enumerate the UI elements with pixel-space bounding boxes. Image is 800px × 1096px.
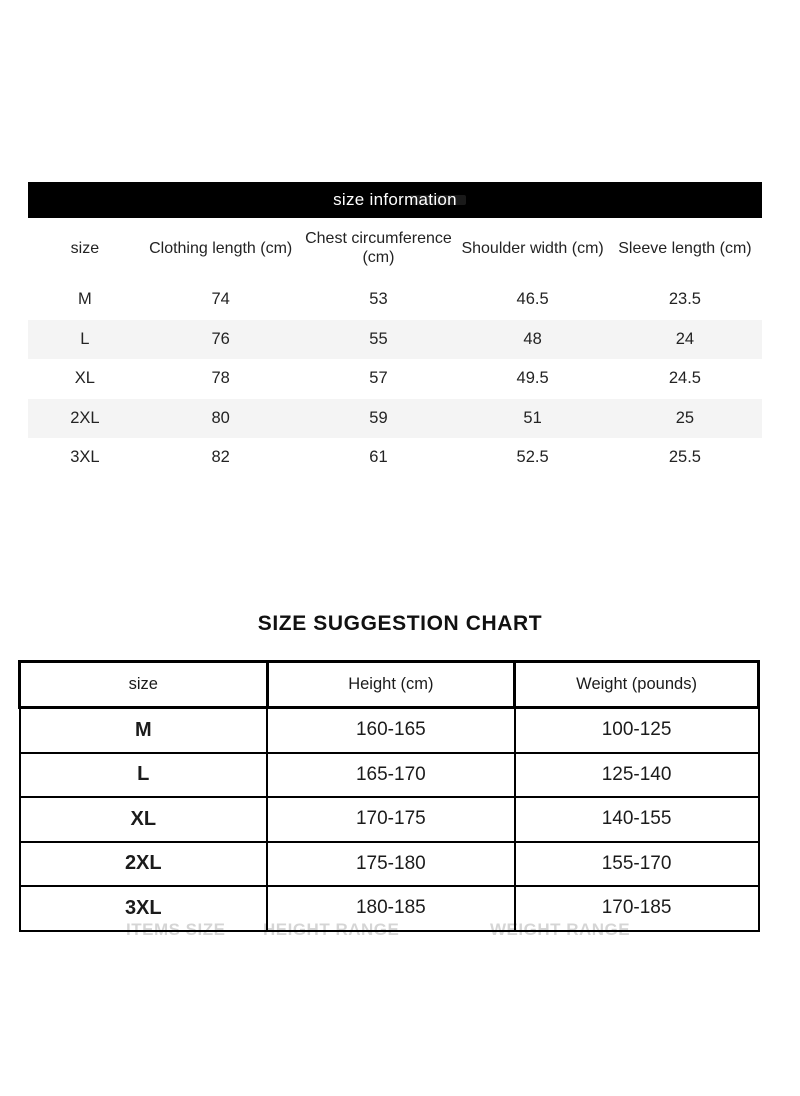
cell-clothing-length: 80 xyxy=(142,399,300,439)
table-header-row xyxy=(20,662,759,708)
cell-size: 2XL xyxy=(20,842,268,887)
column-header-sleeve-length: Sleeve length (cm) xyxy=(618,239,752,257)
cell-sleeve: 24 xyxy=(608,320,762,360)
table-row xyxy=(20,797,759,842)
cell-size: L xyxy=(28,320,142,360)
header-artifact-mark xyxy=(410,195,466,205)
cell-height: 170-175 xyxy=(267,797,515,842)
cell-size: 3XL xyxy=(20,886,268,931)
cell-size: M xyxy=(20,708,268,753)
column-header-shoulder-width: Shoulder width (cm) xyxy=(461,239,604,257)
size-information-header xyxy=(28,182,762,218)
cell-chest: 59 xyxy=(300,399,458,439)
cut-off-footer-text xyxy=(18,920,760,942)
column-header-size: size xyxy=(70,239,100,257)
cell-sleeve: 25.5 xyxy=(668,448,701,467)
cell-shoulder: 46.5 xyxy=(516,290,549,309)
column-header-weight: Weight (pounds) xyxy=(515,662,759,708)
table-header-row xyxy=(28,218,762,280)
cell-sleeve: 24.5 xyxy=(668,369,701,388)
size-suggestion-chart-title: SIZE SUGGESTION CHART xyxy=(257,612,543,635)
cell-size: 3XL xyxy=(70,448,100,467)
table-row xyxy=(28,359,762,399)
cell-size: 2XL xyxy=(28,399,142,439)
column-header-height: Height (cm) xyxy=(267,662,515,708)
cell-size: M xyxy=(78,290,92,309)
cell-sleeve: 23.5 xyxy=(668,290,701,309)
table-row xyxy=(20,708,759,753)
table-row xyxy=(20,842,759,887)
cell-chest: 55 xyxy=(300,320,458,360)
cell-clothing-length: 76 xyxy=(142,320,300,360)
cell-size: XL xyxy=(74,369,95,388)
size-suggestion-chart-section xyxy=(18,660,760,932)
size-information-section xyxy=(28,182,762,478)
column-header-chest-circumference: Chest circumference (cm) xyxy=(305,230,452,266)
cell-size: XL xyxy=(20,797,268,842)
cell-chest: 61 xyxy=(369,448,388,467)
cut-off-footer-item-size: ITEMS SIZE xyxy=(126,920,226,939)
cell-sleeve: 25 xyxy=(608,399,762,439)
cell-clothing-length: 74 xyxy=(211,290,230,309)
table-row xyxy=(28,399,762,439)
cell-weight: 100-125 xyxy=(515,708,759,753)
column-header-clothing-length: Clothing length (cm) xyxy=(149,239,293,257)
table-row xyxy=(28,320,762,360)
cell-weight: 155-170 xyxy=(515,842,759,887)
cell-shoulder: 48 xyxy=(457,320,607,360)
cell-shoulder: 49.5 xyxy=(516,369,549,388)
cell-height: 165-170 xyxy=(267,753,515,798)
cell-weight: 170-185 xyxy=(515,886,759,931)
table-row xyxy=(20,753,759,798)
size-information-header-label: size information xyxy=(333,190,457,209)
cell-shoulder: 52.5 xyxy=(516,448,549,467)
table-row xyxy=(28,280,762,320)
cell-height: 175-180 xyxy=(267,842,515,887)
table-row xyxy=(28,438,762,478)
cell-shoulder: 51 xyxy=(457,399,607,439)
cell-height: 160-165 xyxy=(267,708,515,753)
size-information-table xyxy=(28,218,762,478)
cell-height: 180-185 xyxy=(267,886,515,931)
cell-clothing-length: 78 xyxy=(211,369,230,388)
column-header-size: size xyxy=(20,662,268,708)
cell-chest: 57 xyxy=(369,369,388,388)
cut-off-footer-item-weight: WEIGHT RANGE xyxy=(490,920,631,939)
cell-weight: 125-140 xyxy=(515,753,759,798)
cell-chest: 53 xyxy=(369,290,388,309)
cell-clothing-length: 82 xyxy=(211,448,230,467)
cut-off-footer-item-height: HEIGHT RANGE xyxy=(263,920,400,939)
cell-size: L xyxy=(20,753,268,798)
cell-weight: 140-155 xyxy=(515,797,759,842)
size-suggestion-table xyxy=(18,660,760,932)
